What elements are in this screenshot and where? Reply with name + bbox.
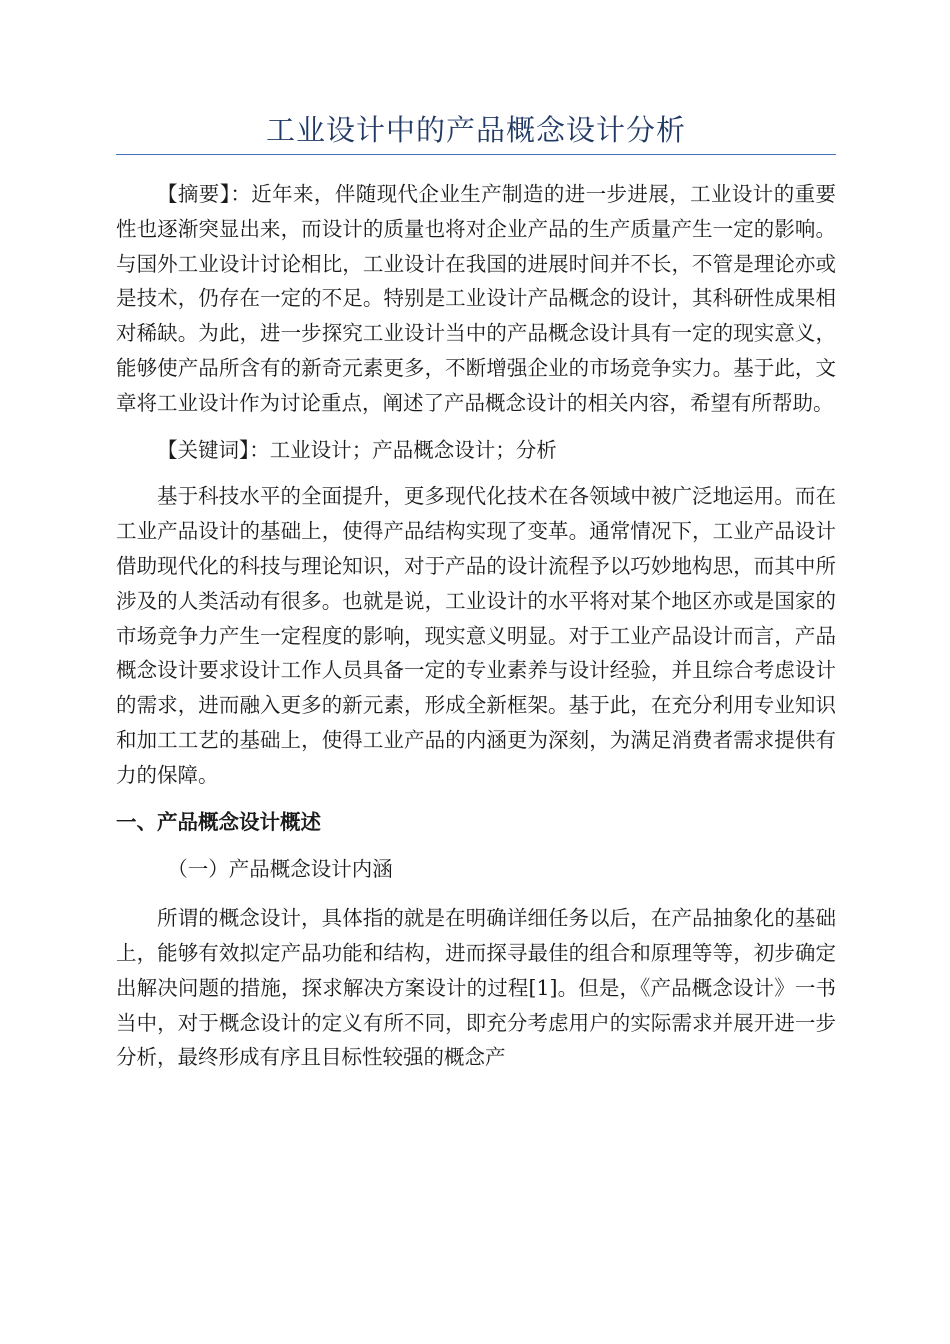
title-underline [116, 154, 836, 155]
intro-paragraph: 基于科技水平的全面提升，更多现代化技术在各领域中被广泛地运用。而在工业产品设计的基础上，使得产品结构实现了变革。通常情况下，工业产品设计借助现代化的科技与理论知识，对于产品的设计流程予以巧妙地构思，而其中所涉及的人类活动有很多。也就是说，工业设计的水平将对某个地区亦或是国家的市场竞争力产生一定程度的影响，现实意义明显。对于工业产品设计而言，产品概念设计要求设计工作人员具备一定的专业素养与设计经验，并且综合考虑设计的需求，进而融入更多的新元素，形成全新框架。基于此，在充分利用专业知识和加工工艺的基础上，使得工业产品的内涵更为深刻，为满足消费者需求提供有力的保障。 [116, 484, 836, 787]
document-page [116, 108, 836, 1075]
body-paragraph: 所谓的概念设计，具体指的就是在明确详细任务以后，在产品抽象化的基础上，能够有效拟定产品功能和结构，进而探寻最佳的组合和原理等等，初步确定出解决问题的措施，探求解决方案设计的过程[1]。但是，《产品概念设计》一书当中，对于概念设计的定义有所不同，即充分考虑用户的实际需求并展开进一步分析，最终形成有序且目标性较强的概念产 [116, 906, 836, 1070]
subsection-heading: （一）产品概念设计内涵 [167, 857, 393, 882]
section-heading: 一、产品概念设计概述 [116, 809, 321, 834]
keywords-paragraph: 【关键词】：工业设计；产品概念设计；分析 [157, 437, 557, 462]
document-title: 工业设计中的产品概念设计分析 [265, 113, 686, 147]
abstract-paragraph: 【摘要】：近年来，伴随现代企业生产制造的进一步进展，工业设计的重要性也逐渐突显出来，而设计的质量也将对企业产品的生产质量产生一定的影响。与国外工业设计讨论相比，工业设计在我国的进展时间并不长，不管是理论亦或是技术，仍存在一定的不足。特别是工业设计产品概念的设计，其科研性成果相对稀缺。为此，进一步探究工业设计当中的产品概念设计具有一定的现实意义，能够使产品所含有的新奇元素更多，不断增强企业的市场竞争实力。基于此，文章将工业设计作为讨论重点，阐述了产品概念设计的相关内容，希望有所帮助。 [116, 182, 836, 415]
